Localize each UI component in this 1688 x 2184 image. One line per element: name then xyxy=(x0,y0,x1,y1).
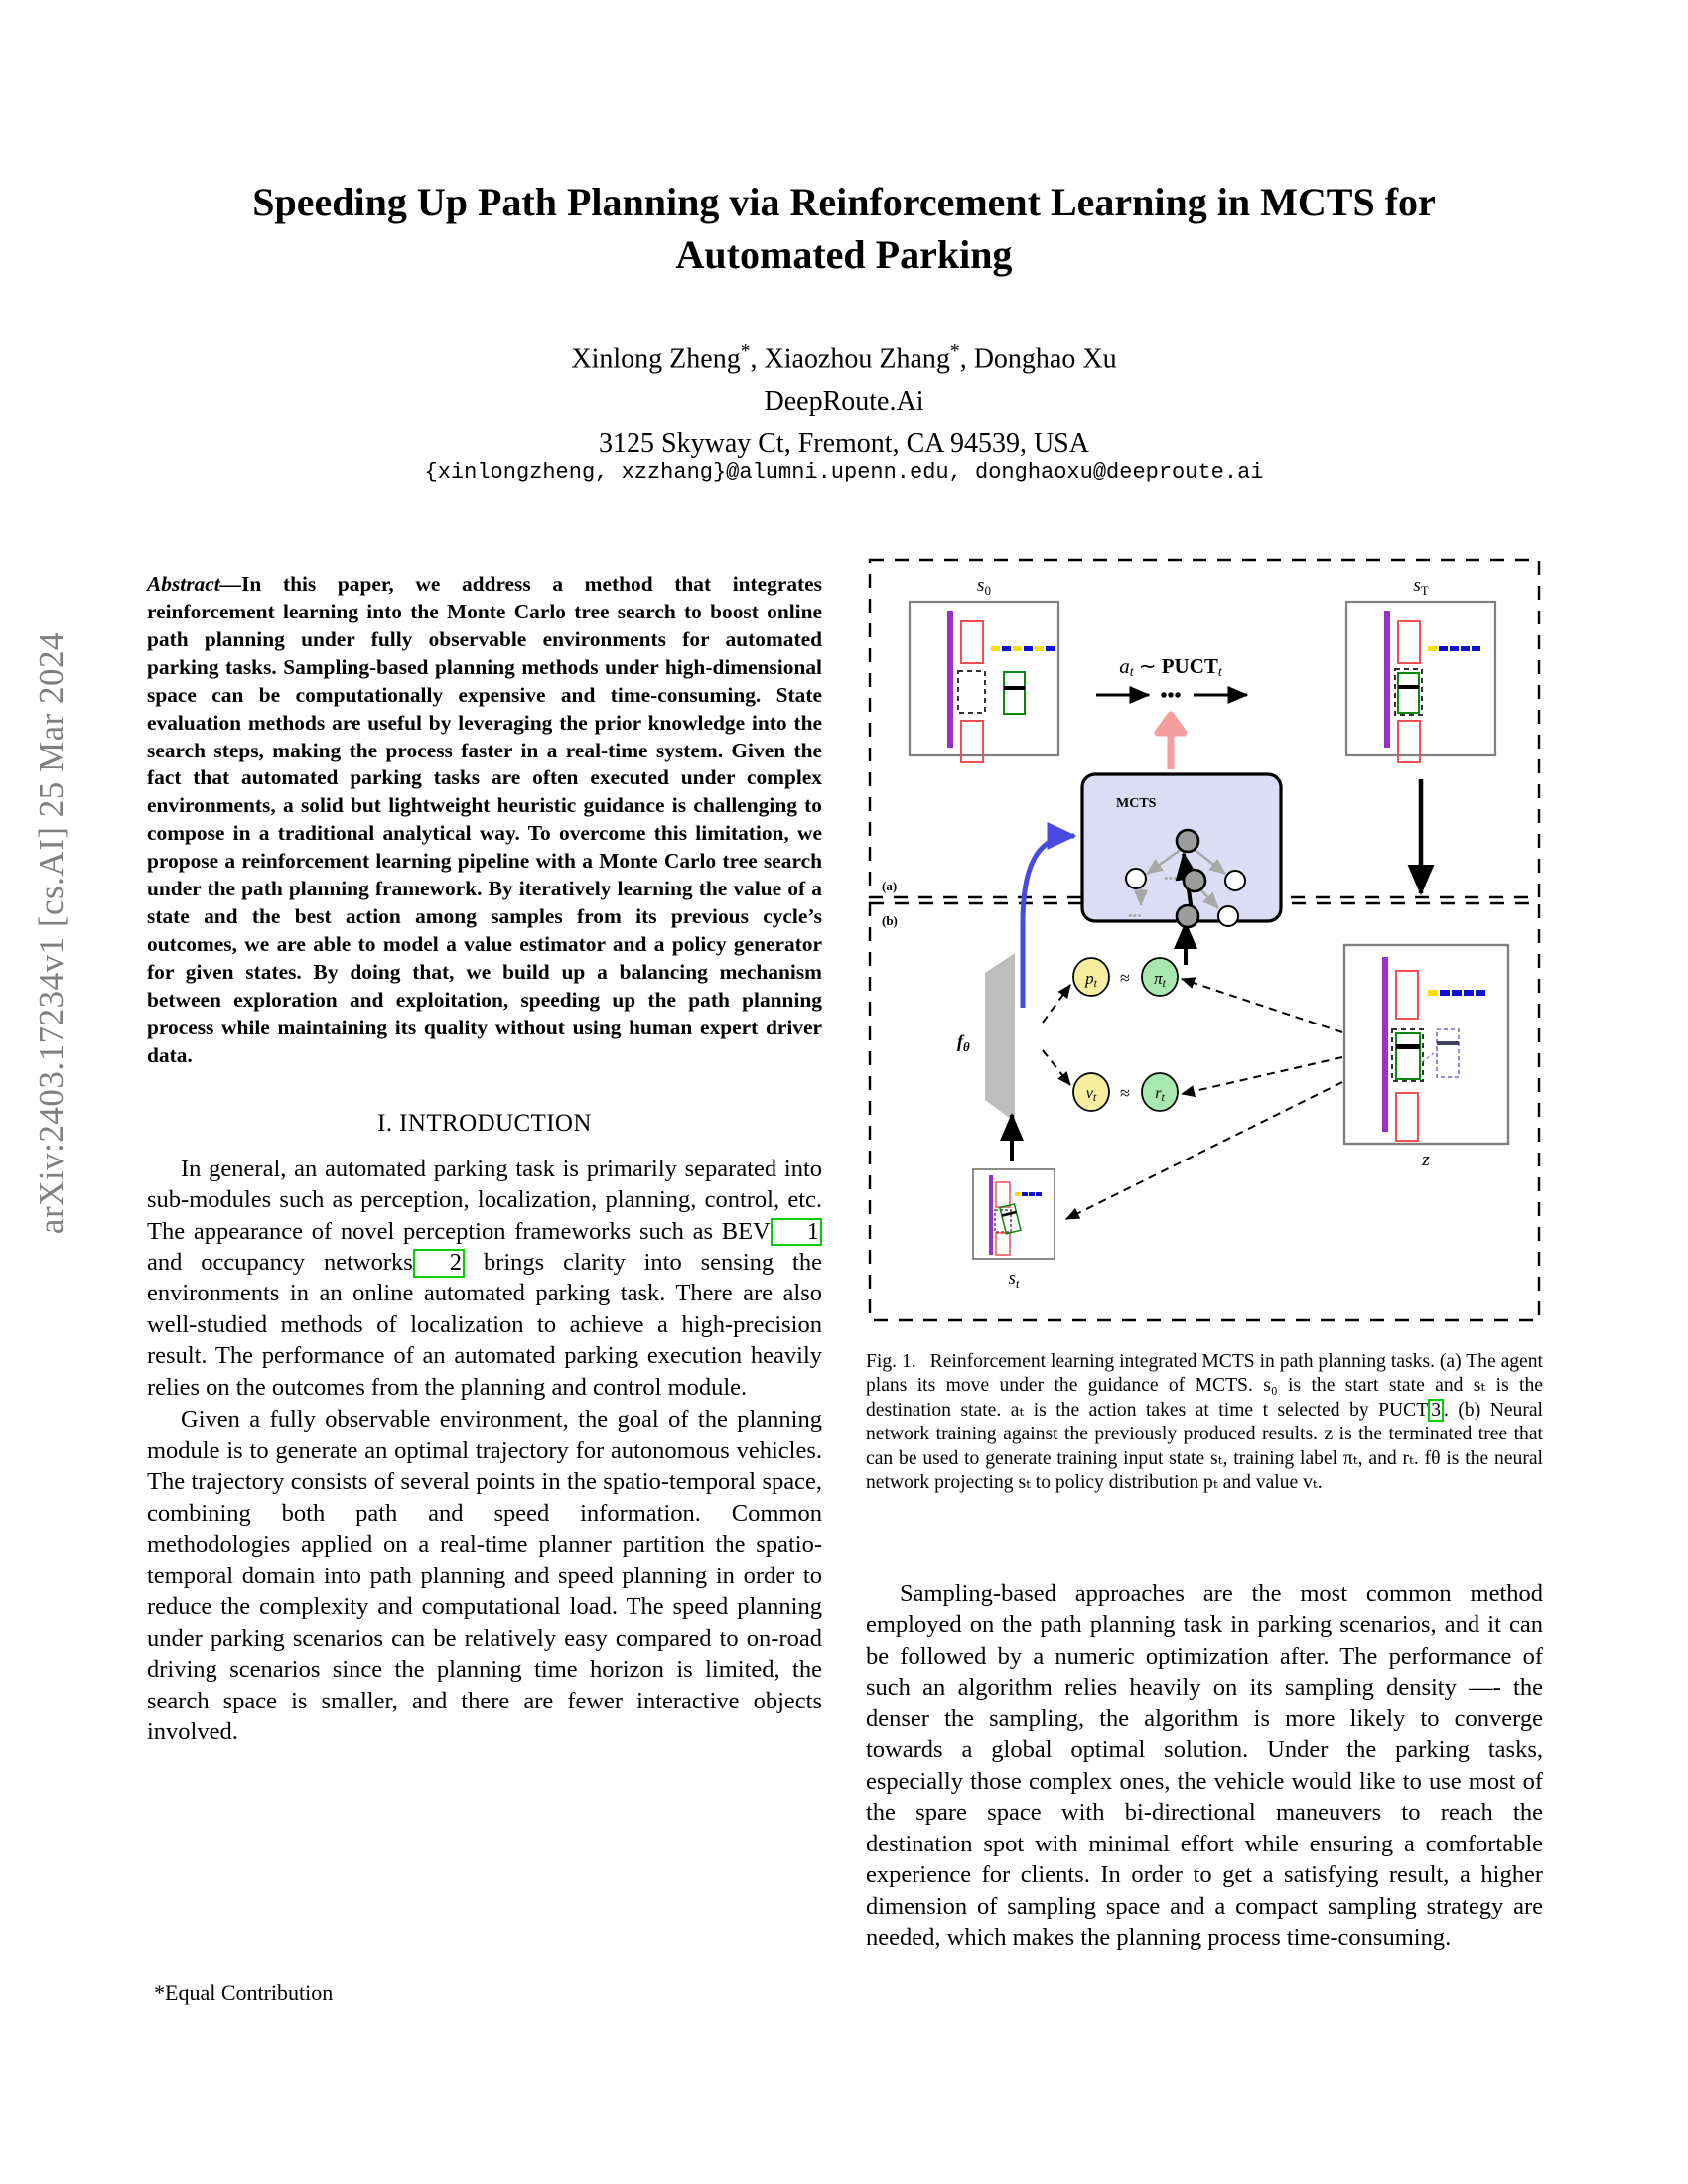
goal-marker-dashes-sT xyxy=(1428,646,1480,651)
figure-1-caption xyxy=(866,1350,1543,1495)
right-paragraph-1: Sampling-based approaches are the most common method employed on the path planning task in parking scenarios, and it can be followed by a numeric optimization after. The performance of such an algorithm relies heavily on its sampling density —- the denser the sampling, the algorithm is more likely to converge towards a global optimal solution. Under the parking tasks, especially those complex ones, the vehicle would like to use most of the spare space with bi-directional maneuvers to reach the destination spot with minimal effort while ensuring a comfortable experience for clients. In order to get a satisfying result, a higher dimension of sampling space and a compact sampling strategy are needed, which makes the planning process time-consuming. xyxy=(866,1580,1543,1952)
author-emails: {xinlongzheng, xzzhang}@alumni.upenn.edu, donghaoxu@deeproute.ai xyxy=(424,460,1264,484)
label-s0: $s_0$ xyxy=(977,575,991,598)
label-z: z xyxy=(1422,1150,1430,1170)
arrow-pink-up xyxy=(1158,715,1184,769)
label-action-puct: at ∼ PUCTt xyxy=(1119,654,1222,680)
author-block xyxy=(149,338,1539,466)
title-line-2: Automated Parking xyxy=(675,231,1013,277)
tree-node xyxy=(1126,869,1146,888)
right-column-body xyxy=(866,1578,1543,1954)
tree-node xyxy=(1177,905,1198,927)
intro-p1-part-b: and occupancy networks xyxy=(147,1249,413,1276)
tree-node-root xyxy=(1177,830,1198,852)
dash-to-vt xyxy=(1043,1050,1070,1085)
arxiv-stamp: arXiv:2403.17234v1 [cs.AI] 25 Mar 2024 xyxy=(32,631,70,1235)
network-trapezoid xyxy=(985,953,1015,1122)
author-affiliation: DeepRoute.Ai xyxy=(764,385,924,417)
caption-part-2: . (b) Neural network training against the previously produced results. z is the terminated tree that can be used to generate training input state sₜ, training label πₜ, and rₜ. fθ is the neural network projecting sₜ to policy distribution pₜ and value vₜ. xyxy=(866,1399,1543,1493)
tree-node xyxy=(1218,906,1238,926)
intro-p1-part-a: In general, an automated parking task is primarily separated into sub-modules such as perception, localization, planning, control, etc. The appearance of novel perception frameworks such as BEV xyxy=(147,1155,822,1245)
panel-b-label: (b) xyxy=(882,913,898,928)
title-line-1: Speeding Up Path Planning via Reinforcement Learning in MCTS for xyxy=(252,180,1436,224)
intro-paragraph-2: Given a fully observable environment, the goal of the planning module is to generate an optimal trajectory for autonomous vehicles. The trajectory consists of several points in the spatio-temporal space, combining both path and speed information. Common methodologies applied on a real-time planner partition the spatio-temporal domain into path planning and speed planning in order to reduce the complexity and computational load. The speed planning under parking scenarios can be relatively easy compared to on-road driving scenarios since the planning time horizon is limited, the search space is smaller, and there are fewer interactive objects involved. xyxy=(147,1406,822,1746)
label-vt: vt xyxy=(1085,1085,1097,1104)
dash-z-to-rt xyxy=(1182,1057,1342,1094)
dash-to-pt xyxy=(1043,985,1070,1023)
abstract-text: In this paper, we address a method that integrates reinforcement learning into the Monte Carlo tree search to boost online path planning under fully observable environments for automated parking tasks. Sampling-based planning methods under high-dimensional space can be computationally expensive and time-consuming. State evaluation methods are useful by leveraging the prior knowledge into the search steps, making the process faster in a real-time system. Given the fact that automated parking tasks are often executed under complex environments, a solid but lightweight heuristic guidance is challenging to compose in a traditional analytical way. To overcome this limitation, we propose a reinforcement learning pipeline with a Monte Carlo tree search under the path planning framework. By iteratively learning the value of a state and the best action among samples from its previous cycle’s outcomes, we are able to model a value estimator and a policy generator for given states. By doing that, we build up a balancing mechanism between exploration and exploitation, speeding up the path planning process while maintaining its quality without using human expert driver data. xyxy=(147,572,822,1067)
dash-z-to-st xyxy=(1066,1082,1342,1219)
footnote-equal-contribution: *Equal Contribution xyxy=(154,1980,334,2005)
figure-1 xyxy=(866,556,1541,1325)
label-pt: pt xyxy=(1085,969,1097,990)
figure-label: Fig. 1. xyxy=(866,1351,916,1372)
intro-paragraph-1 xyxy=(147,1154,822,1404)
dash-z-to-pit xyxy=(1182,979,1342,1032)
scene-sT xyxy=(1346,602,1495,762)
section-heading-introduction: I. INTRODUCTION xyxy=(377,1109,592,1137)
author-names: Xinlong Zheng*, Xiaozhou Zhang*, Donghao Xu xyxy=(571,341,1117,375)
label-approx-1: ≈ xyxy=(1120,968,1130,988)
abstract-lead: Abstract— xyxy=(147,572,242,596)
intro-p1-part-c: brings clarity into sensing the environments in an online automated parking task. There are also well-studied methods of localization to achieve a high-precision result. The performance of an automated parking execution heavily relies on the outcomes from the planning and control module. xyxy=(147,1249,822,1401)
label-pi-t: πt xyxy=(1154,969,1166,990)
citation-link-1[interactable]: 1 xyxy=(771,1218,822,1247)
page-title xyxy=(149,177,1539,282)
label-approx-2: ≈ xyxy=(1120,1083,1130,1103)
scene-st xyxy=(973,1169,1055,1259)
figure-1-svg xyxy=(866,556,1543,1325)
citation-link-2[interactable]: 2 xyxy=(413,1249,465,1278)
tree-ellipsis: ••• xyxy=(1128,908,1142,923)
abstract xyxy=(147,571,822,1070)
scene-s0 xyxy=(910,602,1058,762)
mcts-box xyxy=(1082,774,1281,965)
panel-a-label: (a) xyxy=(882,879,898,893)
arrow-blue-feedback xyxy=(1023,836,1074,923)
tree-node xyxy=(1184,870,1205,891)
author-address: 3125 Skyway Ct, Fremont, CA 94539, USA xyxy=(599,428,1089,460)
label-rt: rt xyxy=(1155,1085,1165,1104)
caption-part-1: Reinforcement learning integrated MCTS in path planning tasks. (a) The agent plans its move under the guidance of MCTS. s₀ is the start state and sₜ is the destination state. aₜ is the action takes at time t selected by PUCT xyxy=(866,1351,1543,1421)
mcts-box-label: MCTS xyxy=(1116,796,1157,811)
ellipsis-mid: ••• xyxy=(1160,685,1182,707)
citation-link-3[interactable]: 3 xyxy=(1428,1399,1444,1423)
label-st: $s_t$ xyxy=(1008,1268,1020,1291)
label-sT: $s_T$ xyxy=(1413,575,1429,598)
left-column xyxy=(147,571,822,1748)
tree-ellipsis: ••• xyxy=(1164,871,1178,886)
label-f-theta: $f_\theta$ xyxy=(957,1031,970,1054)
goal-marker-dashes-z xyxy=(1428,990,1485,996)
scene-z xyxy=(1344,945,1508,1144)
tree-node xyxy=(1225,871,1245,890)
